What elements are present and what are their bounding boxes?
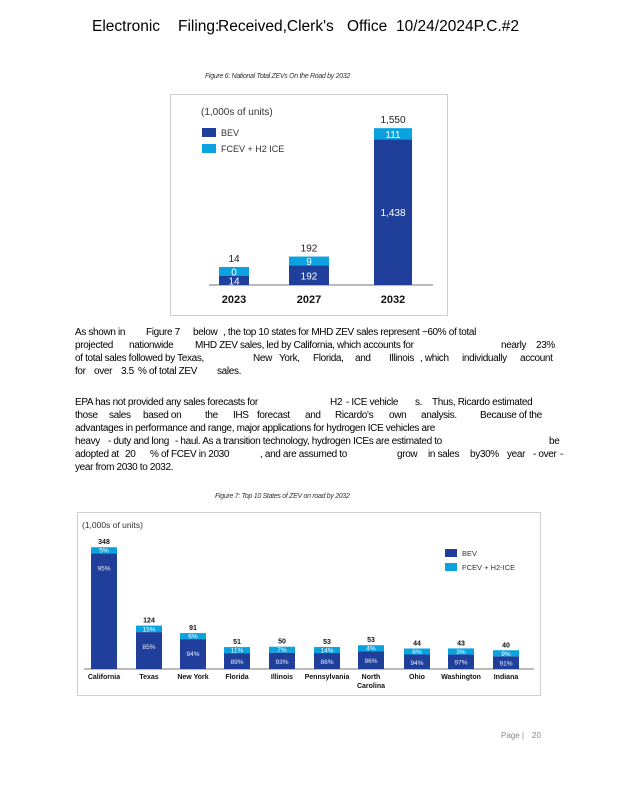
figure7-category-label: Washington <box>441 674 481 681</box>
legend-fcev-label: FCEV + H2 ICE <box>221 144 285 154</box>
figure7-fcev-pct: 11% <box>230 647 244 655</box>
para-text: , the top 10 states for MHD ZEV sales represent ~60% of total <box>223 327 476 338</box>
figure7-fcev-pct: 3% <box>456 648 466 656</box>
para-text: of total sales followed by Texas, <box>75 353 204 364</box>
para-text: analysis. <box>421 410 457 421</box>
figure7-category-label: Pennsylvania <box>304 674 350 681</box>
para-text: projected <box>75 340 113 351</box>
para-text: - ICE vehicle <box>346 397 399 408</box>
figure7-fcev-pct: 6% <box>188 633 198 641</box>
para-text: grow <box>397 449 418 460</box>
para-text: individually <box>462 353 507 364</box>
figure7-total-label: 124 <box>143 617 155 625</box>
para-text: - <box>560 449 563 460</box>
para-text: IHS <box>233 410 249 421</box>
figure7-bev-pct: 94% <box>410 659 424 667</box>
para-text: own <box>389 410 407 421</box>
para-text: - over <box>533 449 557 460</box>
para-text: below <box>193 327 218 338</box>
para-text: Illinois <box>389 353 414 364</box>
figure7-total-label: 40 <box>502 642 510 650</box>
figure7-bev-pct: 91% <box>499 660 513 668</box>
figure7-total-label: 348 <box>98 539 110 547</box>
page-footer-label: Page | <box>501 731 524 740</box>
legend7-fcev-label: FCEV + H2-ICE <box>462 563 516 572</box>
figure7-fcev-pct: 15% <box>142 626 156 634</box>
para-text: those <box>75 410 98 421</box>
figure7-bev-pct: 89% <box>230 659 244 667</box>
figure7-fcev-pct: 5% <box>99 547 109 555</box>
para-text: over <box>94 366 113 377</box>
legend7-bev-label: BEV <box>462 549 478 558</box>
para-text: 23% <box>536 340 555 351</box>
figure7-total-label: 44 <box>413 640 421 648</box>
legend-fcev-swatch <box>202 144 216 153</box>
para-text: and <box>305 410 321 421</box>
legend7-bev-swatch <box>445 549 457 557</box>
figure6-total-label: 14 <box>228 254 240 265</box>
figure7-bev-pct: 95% <box>97 565 111 573</box>
para-text: 3.5 <box>121 366 134 377</box>
figure7-fcev-pct: 4% <box>366 645 376 653</box>
para-text: MHD ZEV sales, led by California, which accounts for <box>195 340 414 351</box>
figure7-category-label: Indiana <box>493 674 519 681</box>
figure6-bev-value: 192 <box>300 271 318 283</box>
figure6-bev-value: 14 <box>228 276 240 288</box>
para-text: year from 2030 to 2032. <box>75 462 174 473</box>
figure6-caption: Figure 6: National Total ZEVs On the Road by 2032 <box>205 73 350 80</box>
figure7-category-label: Ohio <box>409 674 425 681</box>
figure7-units-label: (1,000s of units) <box>82 520 143 530</box>
para-text: 20 <box>125 449 136 460</box>
figure6-category-label: 2027 <box>296 294 322 306</box>
figure7-caption: Figure 7: Top 10 States of ZEV on road by 2032 <box>215 493 350 500</box>
figure7-total-label: 50 <box>278 638 286 646</box>
para-text: EPA has not provided any sales forecasts for <box>75 397 258 408</box>
para-text: the <box>205 410 218 421</box>
para-text: s. <box>415 397 423 408</box>
figure6-fcev-value: 111 <box>385 129 401 141</box>
figure7-chart <box>78 513 540 695</box>
para-text: year <box>507 449 526 460</box>
legend-bev-swatch <box>202 128 216 137</box>
figure7-category-label: Carolina <box>356 683 386 690</box>
header-word-electronic: Electronic <box>92 18 161 35</box>
para-text: - haul. As a transition technology, hydrogen ICEs are estimated to <box>175 436 442 447</box>
figure6-fcev-value: 9 <box>306 257 312 269</box>
figure7-fcev-pct: 6% <box>412 649 422 657</box>
para-text: H2 <box>330 397 343 408</box>
figure7-fcev-pct: 7% <box>277 647 287 655</box>
para-text: - duty and long <box>108 436 169 447</box>
figure7-fcev-pct: 14% <box>320 647 334 655</box>
figure7-chart-frame <box>77 512 541 696</box>
paragraph-h2-ice <box>75 396 565 478</box>
header-word-date-pc: 10/24/2024P.C.#2 <box>396 18 519 35</box>
figure7-total-label: 51 <box>233 639 241 647</box>
figure7-bev-pct: 86% <box>320 659 334 667</box>
figure7-bev-pct: 85% <box>142 644 156 652</box>
figure6-total-label: 192 <box>300 243 318 255</box>
figure6-units-label: (1,000s of units) <box>201 107 273 118</box>
figure7-total-label: 53 <box>367 637 375 645</box>
para-text: advantages in performance and range, major applications for hydrogen ICE vehicles are <box>75 423 435 434</box>
legend-bev-label: BEV <box>221 128 240 138</box>
figure6-total-label: 1,550 <box>380 115 406 127</box>
para-text: % of FCEV in 2030 <box>150 449 230 460</box>
figure6-chart-frame <box>170 94 448 316</box>
paragraph-top-states <box>75 326 555 382</box>
figure7-total-label: 43 <box>457 640 465 648</box>
figure7-category-label: Illinois <box>270 674 294 681</box>
para-text: nationwide <box>129 340 174 351</box>
figure6-chart <box>171 95 447 315</box>
figure6-bev-value: 1,438 <box>380 208 406 220</box>
para-text: , and are assumed to <box>260 449 347 460</box>
figure7-category-label: Texas <box>139 674 159 681</box>
para-text: New <box>253 353 272 364</box>
header-word-office: Office <box>347 18 388 35</box>
figure6-fcev-value: 0 <box>231 267 237 279</box>
para-text: sales <box>109 410 131 421</box>
para-text: heavy <box>75 436 100 447</box>
figure7-reference-link[interactable]: Figure 7 <box>146 327 180 338</box>
para-text: York, <box>279 353 300 364</box>
figure7-bev-pct: 96% <box>364 658 378 666</box>
para-text: account <box>520 353 553 364</box>
para-text: for <box>75 366 86 377</box>
para-text: Ricardo's <box>335 410 374 421</box>
para-text: Because of the <box>480 410 542 421</box>
figure6-category-label: 2032 <box>380 294 406 306</box>
figure7-bev-pct: 97% <box>454 659 468 667</box>
figure7-bev-pct: 94% <box>186 651 200 659</box>
figure7-category-label: Florida <box>225 674 249 681</box>
figure7-category-label: California <box>87 674 121 681</box>
header-word-filing: Filing: <box>178 18 220 35</box>
figure7-category-label: North <box>361 674 381 681</box>
para-text: % of total ZEV <box>138 366 198 377</box>
para-text: and <box>355 353 371 364</box>
para-text: by30% <box>470 449 499 460</box>
para-text: Florida, <box>313 353 344 364</box>
figure7-bev-pct: 93% <box>275 658 289 666</box>
legend7-fcev-swatch <box>445 563 457 571</box>
figure7-category-label: New York <box>177 674 209 681</box>
figure7-total-label: 53 <box>323 639 331 647</box>
para-text: Thus, Ricardo estimated <box>432 397 533 408</box>
para-text: As shown in <box>75 327 126 338</box>
para-text: sales. <box>217 366 242 377</box>
para-text: based on <box>143 410 182 421</box>
para-text: in sales <box>428 449 460 460</box>
header-word-received-clerks: Received,Clerk's <box>218 18 334 35</box>
page-number: 20 <box>532 731 541 740</box>
figure7-fcev-pct: 9% <box>501 650 511 658</box>
para-text: , which <box>420 353 449 364</box>
para-text: forecast <box>257 410 290 421</box>
para-text: adopted at <box>75 449 119 460</box>
para-text: nearly <box>501 340 527 351</box>
para-text: be <box>549 436 560 447</box>
figure6-category-label: 2023 <box>221 294 247 306</box>
figure7-total-label: 91 <box>189 625 197 633</box>
